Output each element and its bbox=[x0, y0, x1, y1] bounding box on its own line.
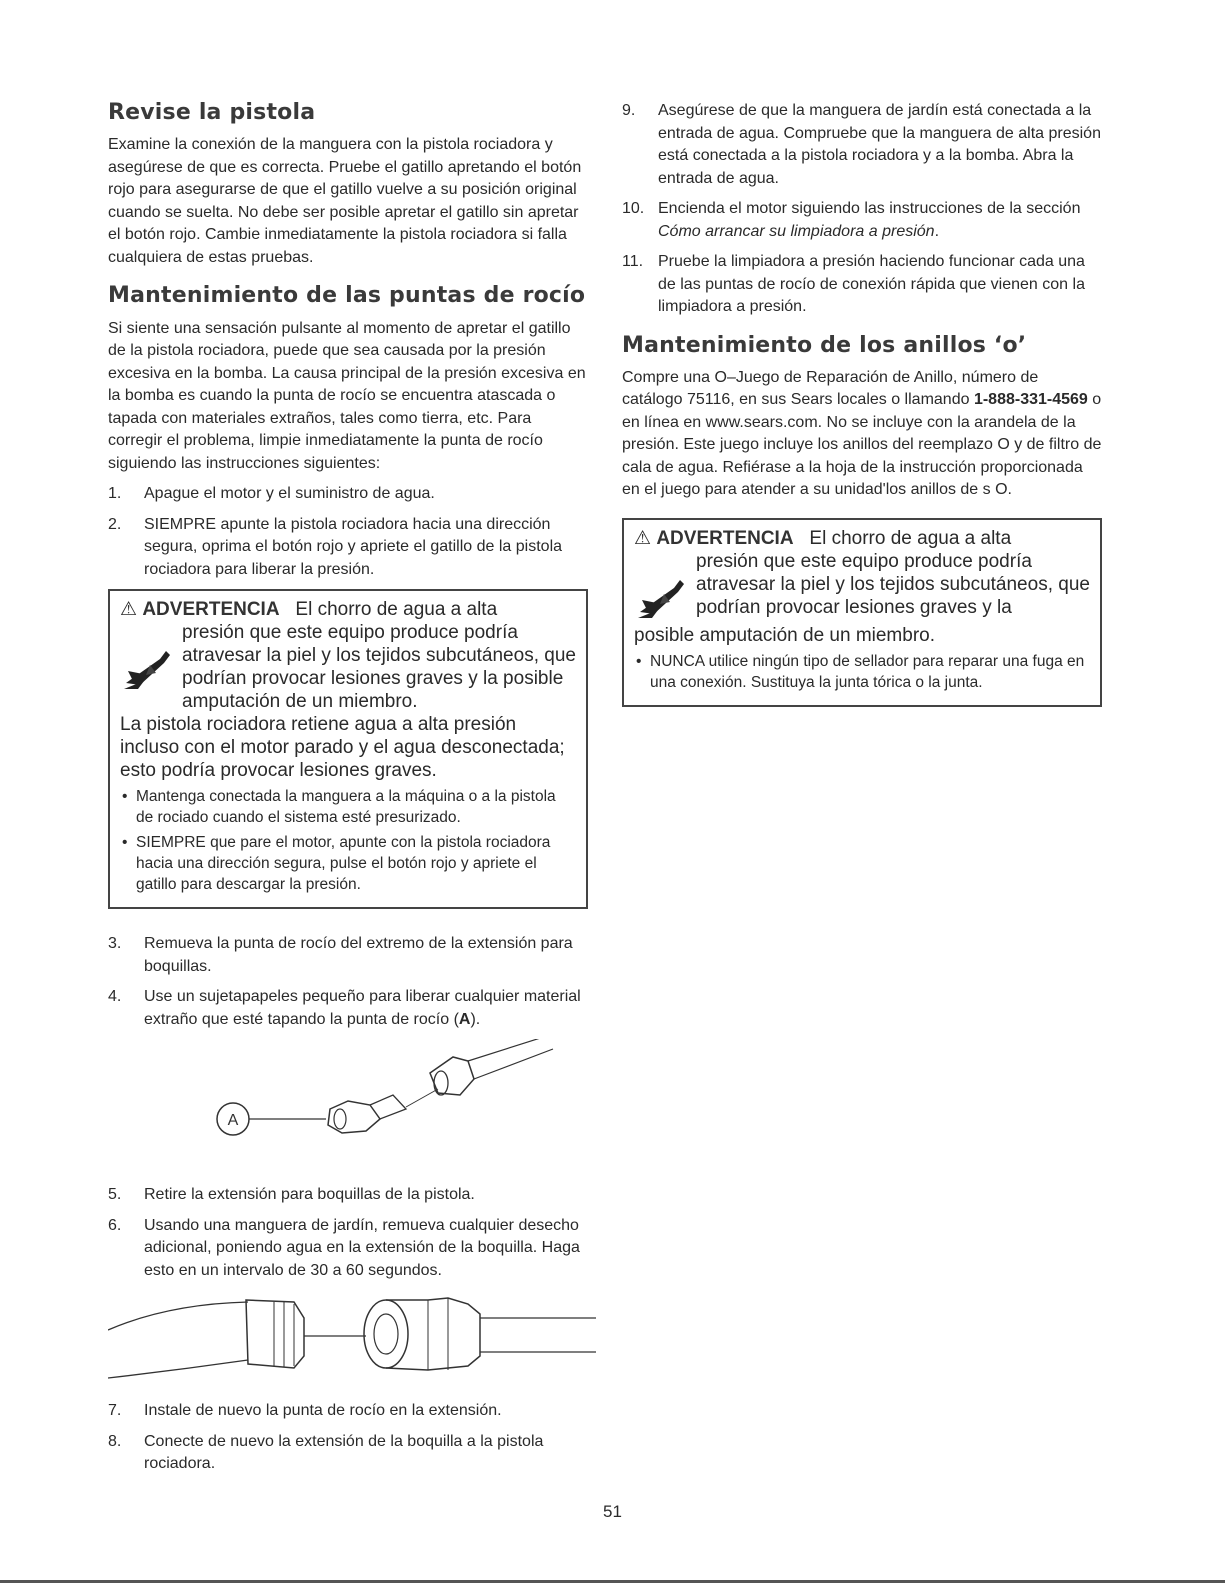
list-item: 4. Use un sujetapapeles pequeño para liberar cualquier material extraño que esté tapando la punta de rocío (A). bbox=[108, 988, 581, 1028]
list-item: 10. Encienda el motor siguiendo las instrucciones de la sección Cómo arrancar su limpiadora a presión. bbox=[622, 200, 1081, 240]
warning-bullets bbox=[634, 651, 1090, 693]
warning-main-text: La pistola rociadora retiene agua a alta presión incluso con el motor parado y el agua desconectada; esto podría provocar lesiones graves. bbox=[120, 714, 565, 782]
warning-triangle-icon: ⚠ bbox=[120, 599, 138, 621]
injection-hazard-icon bbox=[120, 645, 182, 695]
bottom-rule bbox=[0, 1580, 1225, 1583]
list-item: 9. Asegúrese de que la manguera de jardín está conectada a la entrada de agua. Compruebe que la manguera de alta presión está conectada a la pistola rociadora y a la bomba. Abra la entrada de agua. bbox=[622, 102, 1101, 187]
steps-list-9-11 bbox=[622, 100, 1102, 319]
list-item: 3. Remueva la punta de rocío del extremo de la extensión para boquillas. bbox=[108, 935, 573, 975]
quick-connect-coupler bbox=[364, 1300, 408, 1368]
paragraph-anillos: Compre una O–Juego de Reparación de Anillo, número de catálogo 75116, en sus Sears locales o llamando 1-888-331-4569 o en línea en www.sears.com. No se incluye con la arandela de la presión. Este juego incluye los anillos del reemplazo O y de filtro de cala de agua. Refiérase a la hoja de la instrucción proporcionada en el juego para atender a su unidad'los anillos de s O. bbox=[622, 368, 1102, 499]
list-item: • Mantenga conectada la manguera a la máquina o a la pistola de rociado cuando el sistema esté presurizado. bbox=[120, 786, 576, 828]
list-item: 6. Usando una manguera de jardín, remueva cualquier desecho adicional, poniendo agua en la extensión de la boquilla. Haga esto en un intervalo de 30 a 60 segundos. bbox=[108, 1216, 580, 1279]
warning-triangle-icon: ⚠ bbox=[634, 527, 652, 549]
right-column bbox=[622, 100, 1102, 721]
left-column bbox=[108, 100, 588, 1484]
hose-connection-figure bbox=[108, 1290, 598, 1390]
warning-heading: ⚠ ADVERTENCIA El chorro de agua a alta bbox=[120, 599, 498, 621]
steps-list-5-6 bbox=[108, 1184, 588, 1282]
steps-list-1-2 bbox=[108, 483, 588, 581]
spray-tip-figure bbox=[108, 1039, 588, 1174]
phone-number: 1-888-331-4569 bbox=[973, 391, 1088, 409]
list-item: 5. Retire la extensión para boquillas de la pistola. bbox=[108, 1186, 475, 1204]
injection-hazard-icon bbox=[634, 574, 696, 624]
section-title-anillos: Mantenimiento de los anillos ‘o’ bbox=[622, 332, 1027, 358]
warning-heading: ⚠ ADVERTENCIA El chorro de agua a alta bbox=[634, 527, 1012, 549]
list-item: • NUNCA utilice ningún tipo de sellador para reparar una fuga en una conexión. Sustituya la junta tórica o la junta. bbox=[634, 651, 1090, 693]
warning-box-anillos bbox=[622, 518, 1102, 707]
callout-label: A bbox=[227, 1112, 239, 1130]
page-number: 51 bbox=[603, 1502, 622, 1521]
nozzle-extension bbox=[430, 1057, 474, 1095]
warning-tail-text: posible amputación de un miembro. bbox=[634, 624, 936, 646]
section-title-puntas: Mantenimiento de las puntas de rocío bbox=[108, 283, 586, 309]
hose-fitting bbox=[246, 1300, 304, 1368]
steps-list-3-4 bbox=[108, 933, 588, 1031]
list-item: 11. Pruebe la limpiadora a presión haciendo funcionar cada una de las puntas de rocío de conexión rápida que vienen con la limpiadora a presión. bbox=[622, 253, 1085, 315]
list-item: • SIEMPRE que pare el motor, apunte con la pistola rociadora hacia una dirección segura, pulse el botón rojo y apriete el gatillo para descargar la presión. bbox=[120, 832, 576, 895]
paragraph-puntas: Si siente una sensación pulsante al momento de apretar el gatillo de la pistola rociadora, puede que sea causada por la presión excesiva en la bomba. La causa principal de la presión excesiva en la bomba es cuando la punta de rocío se encuentra atascada o tapada con materiales extraños, tales como tierra, etc. Para corregir el problema, limpie inmediatamente la punta de rocío siguiendo las instrucciones siguientes: bbox=[108, 319, 586, 472]
list-item: 1. Apague el motor y el suministro de agua. bbox=[108, 485, 435, 503]
list-item: 8. Conecte de nuevo la extensión de la boquilla a la pistola rociadora. bbox=[108, 1432, 544, 1473]
list-item: 7. Instale de nuevo la punta de rocío en la extensión. bbox=[108, 1402, 502, 1420]
paragraph-revise-pistola: Examine la conexión de la manguera con la pistola rociadora y asegúrese de que es correcta. Pruebe el gatillo apretando el botón rojo para asegurarse de que el gatillo vuelve a su posición original cuando se suelta. No debe ser posible apretar el gatillo sin apretar el botón rojo. Cambie inmediatamente la pistola rociadora si falla cualquiera de estas pruebas. bbox=[108, 136, 582, 266]
section-title-revise-pistola: Revise la pistola bbox=[108, 100, 316, 125]
warning-box-pistola bbox=[108, 589, 588, 909]
warning-text: presión que este equipo produce podría atravesar la piel y los tejidos subcutáneos, que podrían provocar lesiones graves y la posible amputación de un miembro. bbox=[182, 622, 576, 713]
warning-text: presión que este equipo produce podría atravesar la piel y los tejidos subcutáneos, que podrían provocar lesiones graves y la bbox=[696, 550, 1090, 618]
warning-bullets bbox=[120, 786, 576, 895]
spray-tip bbox=[328, 1101, 380, 1133]
steps-list-7-8 bbox=[108, 1400, 588, 1476]
list-item: 2. SIEMPRE apunte la pistola rociadora hacia una dirección segura, oprima el botón rojo y apriete el gatillo de la pistola rociadora para liberar la presión. bbox=[108, 515, 563, 578]
